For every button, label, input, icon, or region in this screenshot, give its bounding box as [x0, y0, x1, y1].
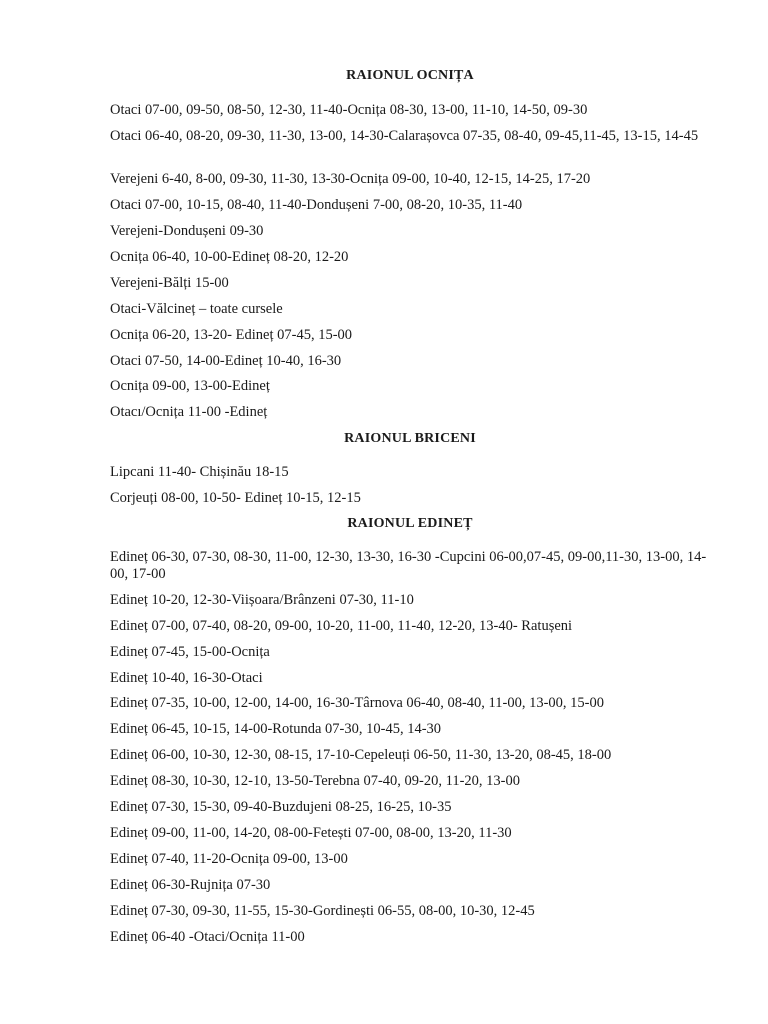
schedule-line: Otaci 06-40, 08-20, 09-30, 11-30, 13-00, 14-30-Calarașovca 07-35, 08-40, 09-45,11-45, 13-15, 14-45 [110, 128, 699, 144]
schedule-line: Corjeuți 08-00, 10-50- Edineț 10-15, 12-15 [110, 490, 361, 506]
schedule-line: Ocnița 06-20, 13-20- Edineț 07-45, 15-00 [110, 327, 353, 343]
schedule-line: Ocnița 09-00, 13-00-Edineț [110, 378, 270, 394]
schedule-line: Edineț 10-20, 12-30-Viișoara/Brânzeni 07-30, 11-10 [110, 592, 414, 608]
schedule-line: Otacı/Ocnița 11-00 -Edineț [110, 404, 268, 420]
schedule-line: Otaci-Vălcineț – toate cursele [110, 301, 283, 317]
schedule-line: Edineț 07-30, 09-30, 11-55, 15-30-Gordinești 06-55, 08-00, 10-30, 12-45 [110, 903, 535, 919]
schedule-line: Edineț 07-30, 15-30, 09-40-Buzdujeni 08-25, 16-25, 10-35 [110, 799, 452, 815]
schedule-line: Verejeni-Bălți 15-00 [110, 275, 229, 291]
section-heading-edinet: RAIONUL EDINEȚ [347, 516, 473, 531]
schedule-line: Otaci 07-00, 09-50, 08-50, 12-30, 11-40-Ocnița 08-30, 13-00, 11-10, 14-50, 09-30 [110, 102, 588, 118]
schedule-line: Edineț 07-00, 07-40, 08-20, 09-00, 10-20, 11-00, 11-40, 12-20, 13-40- Ratușeni [110, 618, 573, 634]
schedule-line: Verejeni-Dondușeni 09-30 [110, 223, 264, 239]
schedule-line: Otaci 07-50, 14-00-Edineț 10-40, 16-30 [110, 353, 342, 369]
schedule-line: Ocnița 06-40, 10-00-Edineț 08-20, 12-20 [110, 249, 349, 265]
schedule-line: Edineț 07-35, 10-00, 12-00, 14-00, 16-30-Târnova 06-40, 08-40, 11-00, 13-00, 15-00 [110, 695, 604, 711]
schedule-line: Edineț 07-45, 15-00-Ocnița [110, 644, 270, 660]
schedule-line: Lipcani 11-40- Chișinău 18-15 [110, 464, 289, 480]
schedule-line: Edineț 06-30, 07-30, 08-30, 11-00, 12-30, 13-30, 16-30 -Cupcini 06-00,07-45, 09-00,11-30, 13-00, 14-00, 17-00 [110, 549, 707, 582]
section-heading-briceni: RAIONUL BRICENI [344, 431, 476, 446]
schedule-line: Edineț 07-40, 11-20-Ocnița 09-00, 13-00 [110, 851, 348, 867]
schedule-line: Edineț 06-45, 10-15, 14-00-Rotunda 07-30, 10-45, 14-30 [110, 721, 442, 737]
schedule-line: Edineț 09-00, 11-00, 14-20, 08-00-Fetești 07-00, 08-00, 13-20, 11-30 [110, 825, 512, 841]
schedule-line: Edineț 06-00, 10-30, 12-30, 08-15, 17-10-Cepeleuți 06-50, 11-30, 13-20, 08-45, 18-00 [110, 747, 612, 763]
schedule-line: Verejeni 6-40, 8-00, 09-30, 11-30, 13-30-Ocnița 09-00, 10-40, 12-15, 14-25, 17-20 [110, 171, 591, 187]
schedule-line: Edineț 06-40 -Otaci/Ocnița 11-00 [110, 929, 305, 945]
schedule-line: Edineț 10-40, 16-30-Otaci [110, 670, 263, 686]
schedule-line: Edineț 06-30-Rujnița 07-30 [110, 877, 271, 893]
schedule-line: Otaci 07-00, 10-15, 08-40, 11-40-Dondușeni 7-00, 08-20, 10-35, 11-40 [110, 197, 523, 213]
schedule-line: Edineț 08-30, 10-30, 12-10, 13-50-Terebna 07-40, 09-20, 11-20, 13-00 [110, 773, 521, 789]
section-heading-ocnita: RAIONUL OCNIȚA [346, 68, 474, 83]
